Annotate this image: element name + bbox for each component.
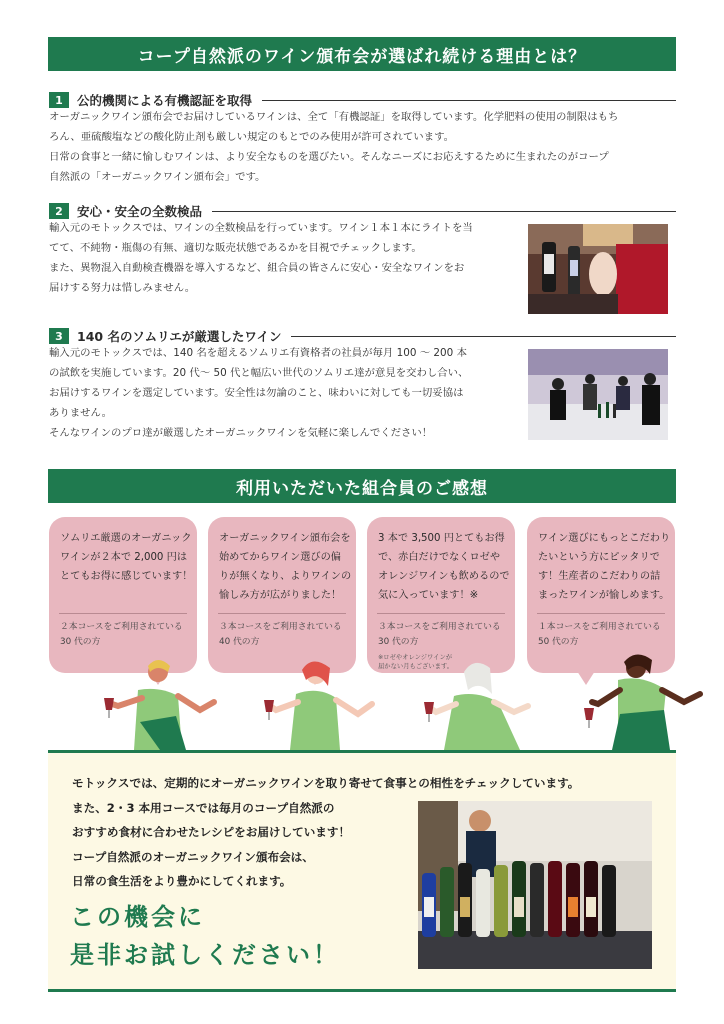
footnote-line: ※ロゼやオレンジワインが	[378, 654, 453, 661]
testimonial-line: りが無くなり、よりワインの	[219, 571, 352, 582]
attribution-line: ２本コースをご利用されている	[60, 622, 183, 632]
testimonial-line: とてもお得に感じています！	[60, 571, 193, 582]
divider	[377, 613, 505, 614]
paragraph-line: の試飲を実施しています。20 代〜 50 代と幅広い世代のソムリエ達が意見を交わし合い、	[49, 367, 469, 379]
cta-line: この機会に	[70, 903, 205, 931]
divider	[262, 100, 676, 101]
attribution-line: 30 代の方	[378, 637, 419, 647]
section-2-body	[49, 218, 473, 298]
closing-line: モトックスでは、定期的にオーガニックワインを取り寄せて食事との相性をチェックしています。	[72, 776, 580, 790]
paragraph-line: 日常の食事と一緒に愉しむワインは、より安全なものを選びたい。そんなニーズにお応えするために生まれたのがコープ	[49, 151, 609, 163]
attribution-line: 50 代の方	[538, 637, 579, 647]
paragraph-line: てて、不純物・瓶傷の有無、適切な販売状態であるかを目視でチェックします。	[49, 242, 422, 254]
divider	[218, 613, 346, 614]
testimonial-attribution	[60, 620, 183, 650]
testimonial-text	[538, 529, 670, 605]
reasons-heading: コープ自然派のワイン頒布会が選ばれ続ける理由とは？	[137, 46, 587, 67]
paragraph-line: 輸入元のモトックスでは、ワインの全数検品を行っています。ワイン１本１本にライトを当	[49, 222, 473, 234]
testimonial-text	[219, 529, 351, 605]
testimonial-text	[378, 529, 510, 605]
section-number: 1	[49, 92, 69, 108]
testimonials-heading-banner	[48, 469, 676, 503]
reasons-heading-banner	[48, 37, 676, 71]
paragraph-line: また、異物混入自動検査機器を導入するなど、組合員の皆さんに安心・安全なワインをお	[49, 262, 465, 274]
closing-line: また、2・3 本用コースでは毎月のコープ自然派の	[72, 800, 335, 815]
attribution-line: 40 代の方	[219, 637, 260, 647]
testimonial-line: 気に入っています！※	[378, 590, 479, 601]
section-1-body	[49, 107, 618, 187]
testimonial-attribution	[219, 620, 342, 650]
call-to-action	[70, 898, 340, 974]
sommelier-tasting-photo	[528, 349, 668, 440]
paragraph-line: オーガニックワイン頒布会でお届けしているワインは、全て「有機認証」を取得しています。化学肥料の使用の制限はもち	[49, 111, 619, 123]
attribution-line: １本コースをご利用されている	[538, 622, 661, 632]
paragraph-line: お届けするワインを選定しています。安全性は勿論のこと、味わいに対しても一切妥協は	[49, 387, 464, 399]
divider	[291, 336, 676, 337]
attribution-line: ３本コースをご利用されている	[219, 622, 342, 632]
testimonial-line: オレンジワインも飲めるので	[378, 571, 510, 582]
testimonial-text	[60, 529, 192, 586]
testimonial-line: 3 本で 3,500 円とてもお得	[378, 533, 505, 544]
customer-figure-2	[264, 661, 372, 750]
closing-line: コープ自然派のオーガニックワイン頒布会は、	[72, 849, 314, 864]
cta-line: 是非お試しください！	[70, 941, 340, 969]
closing-line: おすすめ食材に合わせたレシピをお届けしています！	[72, 825, 351, 839]
paragraph-line: そんなワインのプロ達が厳選したオーガニックワインを気軽に楽しんでください！	[49, 427, 433, 439]
section-title: 140 名のソムリエが厳選したワイン	[77, 329, 282, 344]
section-title: 公的機関による有機認証を取得	[77, 93, 253, 108]
section-number: 3	[49, 328, 69, 344]
testimonial-line: たいという方にピッタリで	[538, 552, 660, 563]
section-3-body	[49, 343, 468, 443]
testimonial-line: ワイン選びにもっとこだわり	[538, 533, 671, 544]
customer-figure-3	[424, 663, 528, 750]
paragraph-line: ありません。	[49, 407, 112, 419]
divider	[212, 211, 676, 212]
customer-figure-1	[104, 660, 214, 750]
testimonial-line: 愉しみ方が広がりました！	[219, 590, 342, 601]
section-number: 2	[49, 203, 69, 219]
testimonial-line: ワインが２本で 2,000 円は	[60, 552, 188, 563]
testimonial-line: で、赤白だけでなくロゼや	[378, 552, 501, 563]
testimonials-heading: 利用いただいた組合員のご感想	[236, 478, 488, 499]
wine-bottles-photo	[418, 801, 652, 969]
testimonial-attribution	[378, 620, 501, 650]
paragraph-line: 自然派の「オーガニックワイン頒布会」です。	[49, 171, 266, 183]
attribution-line: ３本コースをご利用されている	[378, 622, 501, 632]
customer-illustrations	[0, 650, 724, 752]
divider	[59, 613, 187, 614]
testimonial-line: まったワインが愉しめます。	[538, 590, 670, 601]
testimonial-line: オーガニックワイン頒布会を	[219, 533, 351, 544]
paragraph-line: 輸入元のモトックスでは、140 名を超えるソムリエ有資格者の社員が毎月 100 〜 200 本	[49, 347, 467, 359]
attribution-line: 30 代の方	[60, 637, 101, 647]
customer-figure-4	[584, 654, 700, 750]
footnote-line: 届かない月もございます。	[378, 663, 454, 670]
paragraph-line: ろん、亜硫酸塩などの酸化防止剤も厳しい規定のもとでのみ使用が許可されています。	[49, 131, 455, 143]
closing-line: 日常の食生活をより豊かにしてくれます。	[72, 874, 292, 888]
testimonial-line: ソムリエ厳選のオーガニック	[60, 533, 192, 544]
testimonial-attribution	[538, 620, 661, 650]
inspection-photo	[528, 224, 668, 314]
testimonial-line: す！生産者のこだわりの詰	[538, 571, 661, 582]
testimonial-line: 始めてからワイン選びの偏	[219, 552, 341, 563]
paragraph-line: 届けする努力は惜しみません。	[49, 282, 196, 294]
divider	[537, 613, 665, 614]
section-title: 安心・安全の全数検品	[77, 204, 203, 219]
closing-panel	[48, 750, 676, 992]
bottle-row	[422, 861, 616, 937]
